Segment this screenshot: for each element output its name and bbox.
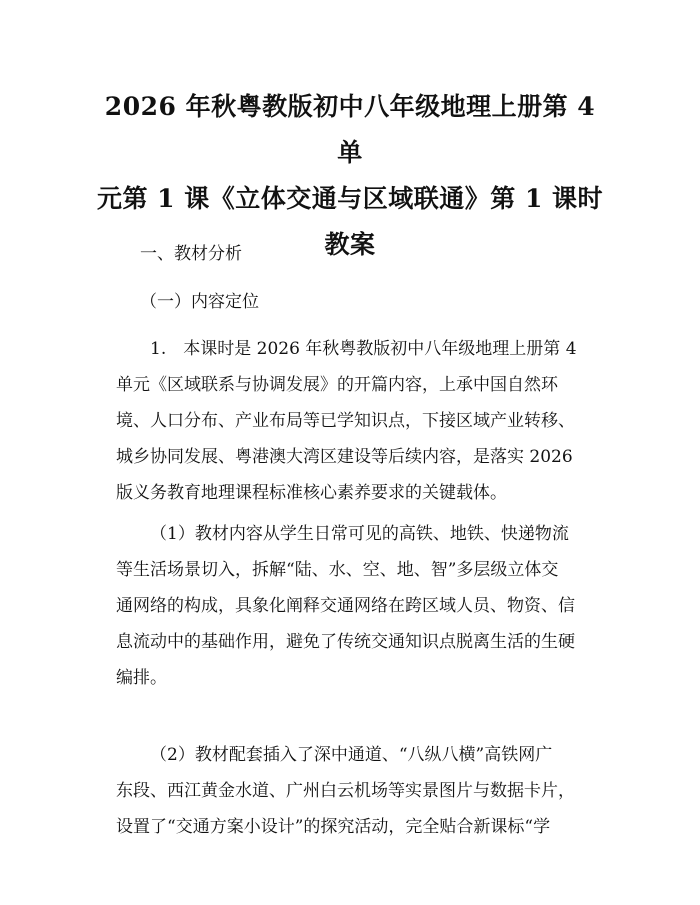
document-title	[95, 84, 605, 268]
title-line-2: 元第 1 课《立体交通与区域联通》第 1 课时	[96, 184, 604, 213]
paragraph-line: （1）教材内容从学生日常可见的高铁、地铁、快递物流	[150, 524, 569, 544]
paragraph-line: 等生活场景切入，拆解“陆、水、空、地、智”多层级立体交	[116, 560, 559, 580]
paragraph-line: 1. 本课时是 2026 年秋粤教版初中八年级地理上册第 4	[150, 339, 577, 359]
title-line-1: 2026 年秋粤教版初中八年级地理上册第 4 单	[104, 92, 596, 167]
section-heading: 一、教材分析	[140, 244, 242, 264]
paragraph-line: 东段、西江黄金水道、广州白云机场等实景图片与数据卡片，	[116, 781, 575, 801]
paragraph-line: 设置了“交通方案小设计”的探究活动，完全贴合新课标“学	[116, 817, 551, 837]
paragraph-line: 城乡协同发展、粤港澳大湾区建设等后续内容，是落实 2026	[116, 447, 573, 467]
paragraph-line: 单元《区域联系与协调发展》的开篇内容，上承中国自然环	[116, 375, 558, 395]
paragraph-line: 境、人口分布、产业布局等已学知识点，下接区域产业转移、	[116, 411, 575, 431]
paragraph-line: （2）教材配套插入了深中通道、“八纵八横”高铁网广	[150, 745, 553, 765]
subsection-heading: （一）内容定位	[140, 292, 259, 312]
paragraph-line: 通网络的构成，具象化阐释交通网络在跨区域人员、物资、信	[116, 596, 575, 616]
paragraph-line: 版义务教育地理课程标准核心素养要求的关键载体。	[116, 483, 507, 503]
paragraph-line: 编排。	[116, 668, 167, 688]
paragraph-1	[116, 331, 600, 511]
paragraph-line: 息流动中的基础作用，避免了传统交通知识点脱离生活的生硬	[116, 632, 575, 652]
paragraph-2	[116, 516, 600, 696]
title-line-3: 教案	[324, 230, 376, 259]
paragraph-3	[116, 737, 600, 845]
